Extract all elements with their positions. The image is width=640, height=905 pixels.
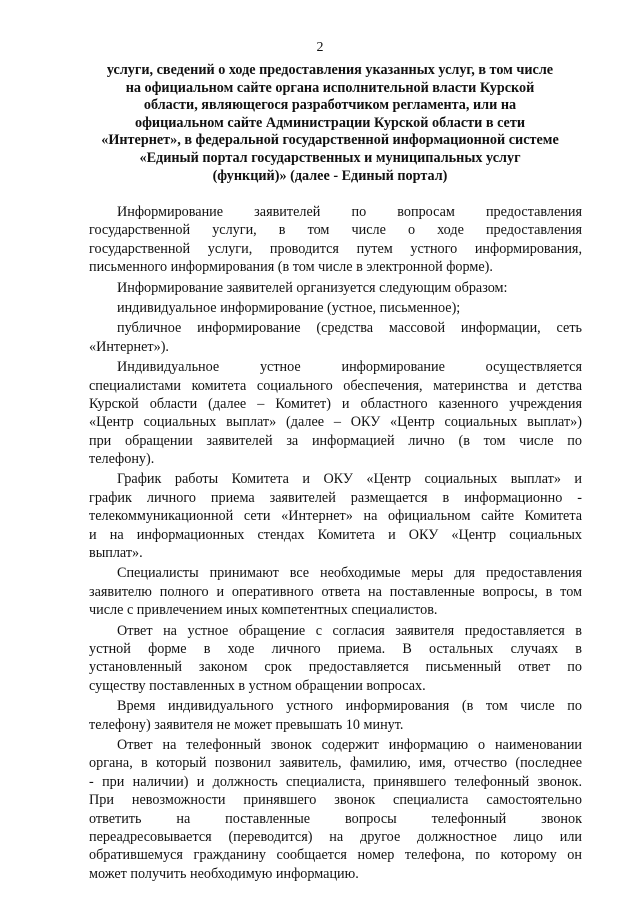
text-line: специалистами комитета социального обеспечения, материнства и детства bbox=[89, 377, 582, 394]
heading-line: официальном сайте Администрации Курской области в сети bbox=[135, 114, 525, 131]
page-number: 2 bbox=[316, 40, 324, 55]
text-line: государственной услуги, в том числе о ходе предоставления bbox=[89, 222, 582, 239]
text-line: телефону). bbox=[89, 451, 155, 468]
text-line: существу поставленных в устном обращении вопросах. bbox=[89, 677, 426, 694]
paragraph bbox=[89, 203, 582, 277]
text-line: государственной услуги, проводится путем устного информирования, bbox=[89, 240, 582, 257]
heading-line: «Интернет», в федеральной государственной информационной системе bbox=[101, 132, 559, 149]
paragraph bbox=[89, 358, 582, 468]
text-line: телекоммуникационной сети «Интернет» на официальном сайте Комитета bbox=[89, 508, 582, 525]
text-line: При невозможности принявшего звонок специалиста самостоятельно bbox=[89, 792, 582, 809]
paragraph bbox=[89, 470, 582, 562]
heading-line: на официальном сайте органа исполнительной власти Курской bbox=[125, 79, 535, 96]
text-line: Время индивидуального устного информирования (в том числе по bbox=[117, 698, 582, 715]
text-line: публичное информирование (средства массовой информации, сеть bbox=[117, 320, 582, 337]
text-line: ответить на поставленные вопросы телефонный звонок bbox=[89, 810, 582, 827]
text-line: числе с привлечением иных компетентных специалистов. bbox=[89, 602, 438, 619]
text-line: Курской области (далее – Комитет) и областного казенного учреждения bbox=[89, 395, 582, 412]
heading-line: «Единый портал государственных и муниципальных услуг bbox=[139, 149, 521, 166]
text-line: органа, в который позвонил заявитель, фамилию, имя, отчество (последнее bbox=[89, 755, 582, 772]
text-line: Ответ на устное обращение с согласия заявителя предоставляется в bbox=[117, 622, 582, 639]
text-line: - при наличии) и должность специалиста, принявшего телефонный звонок. bbox=[89, 773, 582, 790]
text-line: устной форме в ходе личного приема. В остальных случаях в bbox=[89, 640, 582, 657]
text-line: График работы Комитета и ОКУ «Центр социальных выплат» и bbox=[117, 471, 582, 488]
text-line: обратившемуся гражданину сообщается номер телефона, по которому он bbox=[89, 847, 582, 864]
text-line: «Центр социальных выплат» (далее – ОКУ «Центр социальных выплат») bbox=[89, 414, 582, 431]
paragraph bbox=[89, 564, 582, 619]
text-line: график личного приема заявителей размещается в информационно - bbox=[89, 489, 582, 506]
heading-line: услуги, сведений о ходе предоставления указанных услуг, в том числе bbox=[106, 62, 554, 78]
text-line: выплат». bbox=[89, 545, 143, 562]
text-line: Информирование заявителей по вопросам предоставления bbox=[117, 204, 582, 220]
text-line: Информирование заявителей организуется следующим образом: bbox=[117, 279, 508, 296]
heading-line: области, являющегося разработчиком регламента, или на bbox=[143, 97, 517, 114]
text-line: Ответ на телефонный звонок содержит информацию о наименовании bbox=[117, 736, 582, 753]
heading-line: (функций)» (далее - Единый портал) bbox=[212, 167, 448, 184]
text-line: переадресовывается (переводится) на другое должностное лицо или bbox=[89, 828, 582, 845]
text-line: при обращении заявителей за информацией лично (в том числе по bbox=[89, 432, 582, 449]
paragraph bbox=[89, 736, 582, 883]
text-line: индивидуальное информирование (устное, письменное); bbox=[117, 299, 461, 316]
text-line: и на информационных стендах Комитета и ОКУ «Центр социальных bbox=[89, 526, 582, 543]
text-line: установленный законом срок предоставляется письменный ответ по bbox=[89, 659, 582, 676]
document-body bbox=[89, 203, 582, 885]
paragraph bbox=[89, 299, 582, 317]
text-line: может получить необходимую информацию. bbox=[89, 865, 359, 882]
paragraph bbox=[89, 319, 582, 356]
paragraph bbox=[89, 622, 582, 696]
text-line: заявителю полного и оперативного ответа на поставленные вопросы, в том bbox=[89, 583, 582, 600]
text-line: письменного информирования (в том числе в электронной форме). bbox=[89, 259, 493, 276]
section-heading bbox=[74, 62, 586, 185]
text-line: телефону) заявителя не может превышать 10 минут. bbox=[89, 716, 404, 733]
text-line: Специалисты принимают все необходимые меры для предоставления bbox=[117, 565, 582, 582]
paragraph bbox=[89, 697, 582, 734]
text-line: «Интернет»). bbox=[89, 338, 169, 355]
text-line: Индивидуальное устное информирование осуществляется bbox=[117, 359, 582, 376]
paragraph bbox=[89, 279, 582, 297]
